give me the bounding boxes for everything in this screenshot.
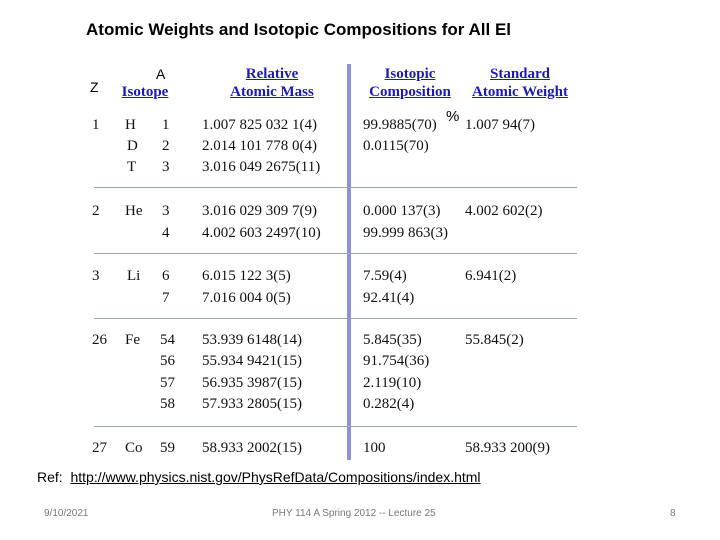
mass-number: 3 bbox=[162, 203, 170, 219]
relative-mass-value: 3.016 029 309 7(9) bbox=[202, 203, 317, 219]
relative-mass-value: 57.933 2805(15) bbox=[202, 396, 302, 412]
mass-number: 2 bbox=[162, 138, 170, 154]
isotope-symbol: Li bbox=[127, 268, 141, 284]
standard-weight-header[interactable] bbox=[464, 65, 576, 101]
mass-number: 58 bbox=[160, 396, 175, 412]
standard-weight-value: 1.007 94(7) bbox=[465, 117, 535, 133]
composition-value: 0.0115(70) bbox=[363, 138, 429, 154]
composition-value: 100 bbox=[363, 440, 386, 456]
relative-mass-value: 55.934 9421(15) bbox=[202, 353, 302, 369]
mass-number: 1 bbox=[162, 117, 170, 133]
relative-mass-value: 2.014 101 778 0(4) bbox=[202, 138, 317, 154]
isotope-symbol: H bbox=[125, 117, 136, 133]
mass-number: 4 bbox=[162, 225, 170, 241]
relative-mass-value: 4.002 603 2497(10) bbox=[202, 225, 321, 241]
isotope-header[interactable]: Isotope bbox=[121, 84, 169, 100]
composition-value: 91.754(36) bbox=[363, 353, 430, 369]
row-divider bbox=[94, 318, 577, 319]
relative-mass-value: 53.939 6148(14) bbox=[202, 332, 302, 348]
mass-number: 3 bbox=[162, 159, 170, 175]
isotope-symbol: T bbox=[127, 159, 137, 175]
z-value: 26 bbox=[92, 332, 107, 348]
row-divider bbox=[94, 187, 577, 188]
mass-number: 59 bbox=[160, 440, 175, 456]
standard-weight-value: 6.941(2) bbox=[465, 268, 517, 284]
relative-mass-header[interactable] bbox=[212, 65, 332, 101]
z-value: 1 bbox=[92, 117, 100, 133]
isotope-symbol: He bbox=[125, 203, 143, 219]
mass-number: 56 bbox=[160, 353, 175, 369]
standard-weight-header-line2: Atomic Weight bbox=[472, 84, 568, 100]
isotopic-composition-header-line2: Composition bbox=[369, 84, 451, 100]
reference-link[interactable]: http://www.physics.nist.gov/PhysRefData/Compositions/index.html bbox=[70, 469, 481, 485]
mass-number: 54 bbox=[160, 332, 175, 348]
relative-mass-header-line1: Relative bbox=[245, 66, 299, 82]
z-value: 2 bbox=[92, 203, 100, 219]
composition-value: 7.59(4) bbox=[363, 268, 407, 284]
row-divider bbox=[94, 253, 577, 254]
composition-value: 0.000 137(3) bbox=[363, 203, 441, 219]
composition-value: 99.9885(70) bbox=[363, 117, 437, 133]
a-header: A bbox=[156, 66, 166, 82]
z-header: Z bbox=[90, 79, 99, 95]
isotope-symbol: Fe bbox=[125, 332, 140, 348]
z-value: 27 bbox=[92, 440, 107, 456]
footer-date: 9/10/2021 bbox=[44, 508, 89, 519]
mass-number: 7 bbox=[162, 290, 170, 306]
standard-weight-value: 55.845(2) bbox=[465, 332, 524, 348]
relative-mass-value: 56.935 3987(15) bbox=[202, 375, 302, 391]
isotopic-composition-header[interactable] bbox=[358, 65, 462, 101]
reference-label: Ref: bbox=[37, 469, 63, 485]
z-value: 3 bbox=[92, 268, 100, 284]
standard-weight-value: 4.002 602(2) bbox=[465, 203, 543, 219]
column-divider bbox=[347, 64, 351, 460]
relative-mass-value: 58.933 2002(15) bbox=[202, 440, 302, 456]
composition-value: 2.119(10) bbox=[363, 375, 422, 391]
relative-mass-value: 7.016 004 0(5) bbox=[202, 290, 291, 306]
row-divider bbox=[94, 426, 577, 427]
slide-title: Atomic Weights and Isotopic Compositions for All El bbox=[86, 20, 512, 39]
relative-mass-value: 3.016 049 2675(11) bbox=[202, 159, 321, 175]
mass-number: 6 bbox=[162, 268, 170, 284]
isotopic-composition-header-line1: Isotopic bbox=[384, 66, 436, 82]
mass-number: 57 bbox=[160, 375, 175, 391]
footer-course: PHY 114 A Spring 2012 -- Lecture 25 bbox=[272, 508, 436, 519]
percent-label: % bbox=[446, 108, 460, 125]
relative-mass-value: 6.015 122 3(5) bbox=[202, 268, 291, 284]
relative-mass-value: 1.007 825 032 1(4) bbox=[202, 117, 317, 133]
composition-value: 92.41(4) bbox=[363, 290, 415, 306]
standard-weight-header-line1: Standard bbox=[489, 66, 551, 82]
reference-line bbox=[37, 469, 481, 485]
isotope-symbol: D bbox=[127, 138, 138, 154]
isotope-symbol: Co bbox=[125, 440, 143, 456]
composition-value: 99.999 863(3) bbox=[363, 225, 448, 241]
footer-page-number: 8 bbox=[670, 508, 676, 519]
composition-value: 5.845(35) bbox=[363, 332, 422, 348]
relative-mass-header-line2: Atomic Mass bbox=[230, 84, 314, 100]
standard-weight-value: 58.933 200(9) bbox=[465, 440, 550, 456]
composition-value: 0.282(4) bbox=[363, 396, 415, 412]
